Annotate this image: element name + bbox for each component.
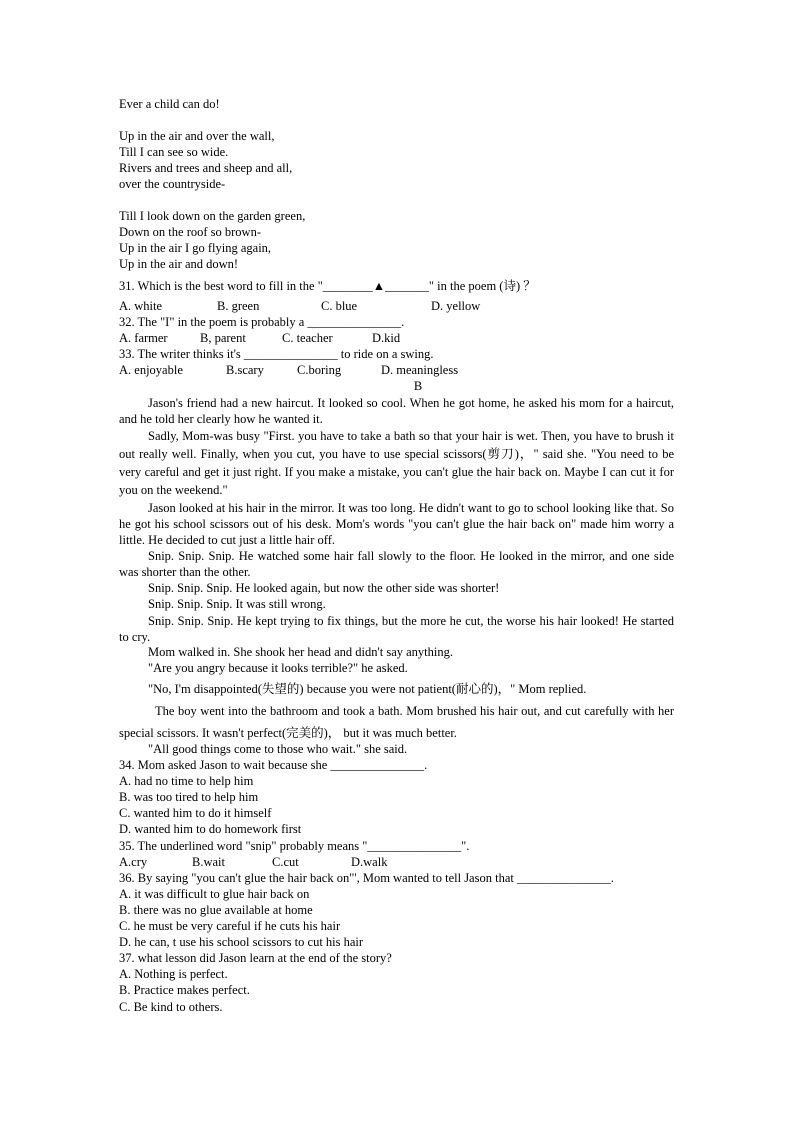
poem-line: over the countryside-	[119, 177, 226, 191]
option: D. meaningless	[381, 363, 459, 377]
poem-line: Rivers and trees and sheep and all,	[119, 161, 293, 175]
story-paragraph: The boy went into the bathroom and took a bath. Mom brushed his hair out, and cut carefully with her special scissors. It wasn't perfect(完美的)， but it was much better.	[119, 704, 674, 740]
option: B. Practice makes perfect.	[119, 983, 250, 997]
option: A. white	[119, 299, 163, 313]
option: B.wait	[192, 855, 225, 869]
poem-line: Down on the roof so brown-	[119, 225, 261, 239]
option: B, parent	[200, 331, 246, 345]
story-paragraph: Snip. Snip. Snip. He kept trying to fix things, but the more he cut, the worse his hair looked! He started to cry.	[119, 614, 674, 644]
option: C. wanted him to do it himself	[119, 806, 272, 820]
option: D.walk	[351, 855, 388, 869]
story-paragraph: "All good things come to those who wait." she said.	[148, 742, 408, 756]
option: D. yellow	[431, 299, 481, 313]
question-33-stem: 33. The writer thinks it's _______________ to ride on a swing.	[119, 347, 434, 361]
option: A.cry	[119, 855, 148, 869]
poem-line: Up in the air and over the wall,	[119, 129, 275, 143]
story-paragraph: Jason looked at his hair in the mirror. It was too long. He didn't want to go to school looking like that. So he got his school scissors out of his desk. Mom's words "you can't glue the hair back on" made him worry a little. He decided to cut just a little hair off.	[119, 501, 674, 547]
option: C.cut	[272, 855, 299, 869]
option: C.boring	[297, 363, 342, 377]
story-paragraph: Snip. Snip. Snip. He watched some hair fall slowly to the floor. He looked in the mirror, and one side was shorter than the other.	[119, 549, 674, 579]
story-paragraph: "Are you angry because it looks terrible?" he asked.	[148, 661, 408, 675]
option: A. Nothing is perfect.	[119, 967, 228, 981]
option: A. farmer	[119, 331, 168, 345]
option: A. had no time to help him	[119, 774, 254, 788]
story-paragraph: "No, I'm disappointed(失望的) because you were not patient(耐心的)，" Mom replied.	[148, 682, 587, 696]
option: D.kid	[372, 331, 401, 345]
option: B. there was no glue available at home	[119, 903, 313, 917]
option: C. he must be very careful if he cuts his hair	[119, 919, 341, 933]
question-31-stem: 31. Which is the best word to fill in the "________▲_______" in the poem (诗) ？	[119, 279, 536, 293]
option: B. was too tired to help him	[119, 790, 259, 804]
poem-line: Up in the air I go flying again,	[119, 241, 272, 255]
story-paragraph: Mom walked in. She shook her head and didn't say anything.	[148, 645, 453, 659]
section-heading: B	[413, 379, 423, 393]
question-35-stem: 35. The underlined word "snip" probably means "_______________".	[119, 839, 470, 853]
option: C. teacher	[282, 331, 333, 345]
question-36-stem: 36. By saying "you can't glue the hair back on"', Mom wanted to tell Jason that _______________.	[119, 871, 614, 885]
question-34-stem: 34. Mom asked Jason to wait because she _______________.	[119, 758, 428, 772]
poem-line: Till I look down on the garden green,	[119, 209, 306, 223]
story-paragraph: Snip. Snip. Snip. It was still wrong.	[148, 597, 326, 611]
question-32-stem: 32. The "I" in the poem is probably a _______________.	[119, 315, 405, 329]
option: C. Be kind to others.	[119, 1000, 223, 1014]
poem-line: Till I can see so wide.	[119, 145, 229, 159]
option: C. blue	[321, 299, 358, 313]
story-paragraph: Snip. Snip. Snip. He looked again, but now the other side was shorter!	[148, 581, 500, 595]
poem-line: Ever a child can do!	[119, 97, 220, 111]
story-paragraph: Jason's friend had a new haircut. It looked so cool. When he got home, he asked his mom for a haircut, and he told her clearly how he wanted it.	[119, 396, 674, 426]
option: B.scary	[226, 363, 264, 377]
option: A. enjoyable	[119, 363, 183, 377]
option: A. it was difficult to glue hair back on	[119, 887, 310, 901]
option: D. he can, t use his school scissors to cut his hair	[119, 935, 364, 949]
option: B. green	[217, 299, 260, 313]
story-paragraph: Sadly, Mom-was busy "First. you have to take a bath so that your hair is wet. Then, you have to brush it out really well. Finally, when you cut, you have to use special scissors(剪刀)，" said she. "You need to be very careful and get it just right. If you make a mistake, you can't glue the hair back on. Maybe I can cut it for you on the weekend."	[119, 429, 674, 497]
poem-line: Up in the air and down!	[119, 257, 239, 271]
option: D. wanted him to do homework first	[119, 822, 302, 836]
question-37-stem: 37. what lesson did Jason learn at the end of the story?	[119, 951, 392, 965]
